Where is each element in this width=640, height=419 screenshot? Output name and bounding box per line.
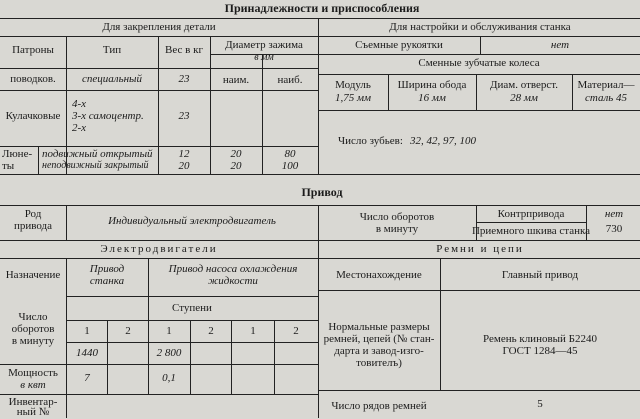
rim-label: Ширина обода [397, 79, 467, 91]
power-label-2: в квт [20, 379, 46, 391]
purpose-pump-2: жидкости [208, 275, 258, 287]
normal-sizes-2: ремней, цепей (№ стан- [323, 333, 435, 345]
hole-value: 28 мм [510, 92, 538, 104]
step-number: 1 [166, 325, 172, 337]
handles-value: нет [550, 39, 570, 51]
step-number: 1 [84, 325, 90, 337]
jaw-chuck-name: Кулачковые [5, 110, 61, 122]
counter-drive-label: Контрпривода [497, 208, 565, 220]
counter-drive-value: нет [604, 208, 624, 220]
drive-kind-label-1: Род [24, 208, 42, 220]
fixing-section-header: Для закрепления детали [102, 21, 216, 33]
step-number: 2 [125, 325, 131, 337]
module-label: Модуль [335, 79, 371, 91]
module-value: 1,75 мм [334, 92, 372, 104]
chucks-header: Патроны [12, 44, 54, 56]
max-header: наиб. [277, 74, 303, 86]
belts-title: Ремни и цепи [436, 243, 524, 255]
step-number: 1 [250, 325, 256, 337]
motor-rpm-pump: 2 800 [156, 347, 182, 359]
drive-title: Привод [301, 185, 343, 199]
driver-chuck-type: специальный [82, 73, 142, 85]
step-number: 2 [293, 325, 299, 337]
drive-kind-value: Индивидуальный электродвигатель [108, 215, 276, 227]
steady-rest-weight-1: 12 [178, 148, 190, 160]
inventory-label-2: ный № [16, 406, 50, 418]
drive-rpm-label-2: в минуту [375, 223, 419, 235]
steady-rest-max-2: 100 [281, 160, 299, 172]
motor-rpm-label-1: Число [18, 311, 48, 323]
steady-rest-min-2: 20 [230, 160, 242, 172]
purpose-pump-1: Привод насоса охлаждения [168, 263, 298, 275]
driver-chuck-name: поводков. [10, 73, 56, 85]
gears-label: Сменные зубчатые колеса [418, 57, 540, 69]
power-main: 7 [84, 372, 90, 384]
location-label: Местонахождение [336, 269, 422, 281]
purpose-main-1: Привод [89, 263, 125, 275]
steady-rest-name-2: ты [2, 160, 15, 172]
drive-kind-label-2: привода [13, 220, 53, 232]
accessories-title: Принадлежности и приспособления [224, 1, 420, 15]
steady-rest-min-1: 20 [230, 148, 242, 160]
steady-rest-weight-2: 20 [178, 160, 190, 172]
purpose-main-2: станка [89, 275, 125, 287]
belt-rows-value: 5 [537, 398, 543, 410]
belt-rows-label: Число рядов ремней [331, 400, 427, 412]
driver-chuck-weight: 23 [178, 73, 190, 85]
steady-rest-type-2: неподвижный закрытый [42, 160, 149, 171]
rim-value: 16 мм [418, 92, 446, 104]
setup-section-header: Для настройки и обслуживания станка [389, 21, 571, 33]
pulley-value: 730 [605, 223, 623, 235]
clamp-diameter-header: Диаметр зажима [225, 39, 303, 51]
normal-sizes-4: товителъ) [356, 357, 402, 369]
steady-rest-name-1: Люне- [2, 148, 33, 160]
normal-sizes-1: Нормальные размеры [328, 321, 430, 333]
teeth-label: Число зубьев: [338, 135, 403, 147]
main-drive-label: Главный привод [501, 269, 579, 281]
pulley-label: Приемного шкива станка [471, 225, 591, 237]
purpose-label: Назначение [5, 269, 61, 281]
power-label-1: Мощность [8, 367, 58, 379]
clamp-unit-label: в мм [254, 52, 274, 63]
steady-rest-max-1: 80 [284, 148, 296, 160]
weight-header: Вес в кг [165, 44, 203, 56]
drive-rpm-label-1: Число оборотов [359, 211, 435, 223]
power-pump: 0,1 [162, 372, 176, 384]
teeth-value: 32, 42, 97, 100 [410, 135, 476, 147]
motor-rpm-main: 1440 [76, 347, 98, 359]
steady-rest-type-1: подвижный открытый [42, 148, 153, 160]
hole-label: Диам. отверст. [489, 79, 559, 91]
normal-sizes-3: дарта и завод-изго- [334, 345, 424, 357]
jaw-chuck-type-1: 4-х [72, 98, 87, 110]
belt-spec-1: Ремень клиновый Б2240 [483, 333, 597, 345]
step-number: 2 [208, 325, 214, 337]
type-header: Тип [102, 44, 122, 56]
handles-label: Съемные рукоятки [355, 39, 443, 51]
jaw-chuck-type-3: 2-х [72, 122, 87, 134]
jaw-chuck-type-2: 3-х самоцентр. [72, 110, 144, 122]
material-label: Материал— [577, 79, 635, 91]
inventory-label-1: Инвентар- [8, 396, 58, 408]
motor-rpm-label-3: в минуту [11, 335, 55, 347]
material-value: сталь 45 [584, 92, 628, 104]
belt-spec-2: ГОСТ 1284—45 [502, 345, 578, 357]
min-header: наим. [222, 74, 250, 86]
steps-label: Ступени [172, 302, 212, 314]
motors-title: Электродвигатели [100, 243, 218, 255]
jaw-chuck-weight: 23 [178, 110, 190, 122]
motor-rpm-label-2: оборотов [11, 323, 55, 335]
